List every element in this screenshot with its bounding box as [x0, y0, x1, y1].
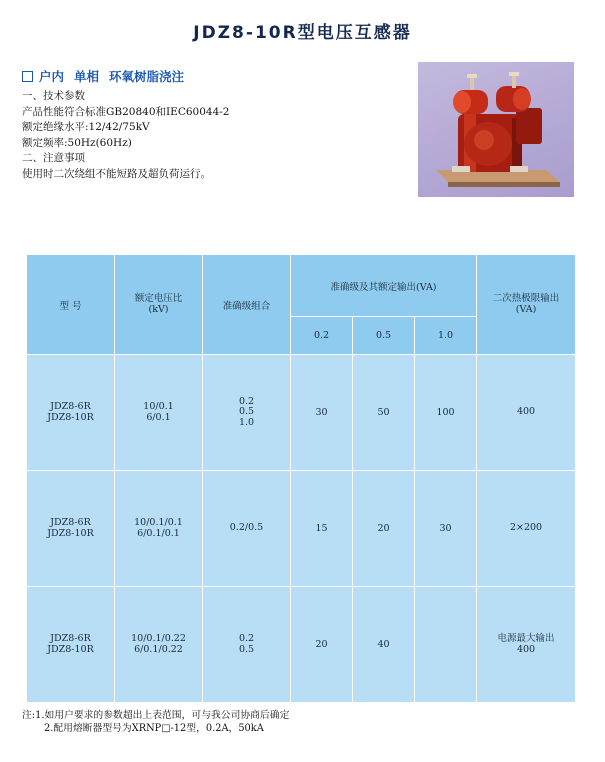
transformer-product-photo — [418, 62, 574, 197]
cell-output-0.5: 20 — [353, 471, 415, 587]
product-subtitle — [22, 67, 184, 85]
footnote-line: 注:1.如用户要求的参数超出上表范围，可与我公司协商后确定 — [22, 710, 290, 721]
cell-thermal: 2×200 — [477, 471, 576, 587]
cell-models: JDZ8-6R JDZ8-10R — [27, 355, 115, 471]
cell-ratio: 10/0.1/0.22 6/0.1/0.22 — [115, 587, 203, 703]
table-row — [27, 355, 576, 471]
subtitle-part: 单相 — [74, 69, 100, 84]
spec-list — [22, 89, 229, 183]
cell-thermal: 电源最大输出 400 — [477, 587, 576, 703]
header-class-0.5: 0.5 — [353, 317, 415, 355]
header-model: 型 号 — [27, 255, 115, 355]
spec-frequency: 额定频率:50Hz(60Hz) — [22, 136, 132, 149]
cell-output-0.5: 40 — [353, 587, 415, 703]
footnote — [22, 710, 289, 735]
cell-ratio: 10/0.1 6/0.1 — [115, 355, 203, 471]
footnote-line: 2.配用熔断器型号为XRNP□-12型，0.2A，50kA — [44, 722, 264, 734]
cell-output-1.0: 30 — [415, 471, 477, 587]
header-accuracy-combo: 准确级组合 — [203, 255, 291, 355]
spec-caution: 使用时二次绕组不能短路及超负荷运行。 — [22, 167, 211, 180]
cell-output-1.0: 100 — [415, 355, 477, 471]
transformer-photo — [418, 62, 574, 197]
table-row — [27, 587, 576, 703]
subtitle-part: 户内 — [39, 69, 65, 84]
cell-accuracy: 0.2 0.5 1.0 — [203, 355, 291, 471]
spec-table — [26, 254, 575, 702]
cell-output-0.2: 15 — [291, 471, 353, 587]
header-rated-output: 准确级及其额定输出(VA) — [291, 255, 477, 317]
header-class-1.0: 1.0 — [415, 317, 477, 355]
header-class-0.2: 0.2 — [291, 317, 353, 355]
cell-output-1.0 — [415, 587, 477, 703]
spec-section-heading: 二、注意事项 — [22, 152, 85, 165]
spec-insulation: 额定绝缘水平:12/42/75kV — [22, 121, 150, 134]
cell-thermal: 400 — [477, 355, 576, 471]
spec-standard: 产品性能符合标准GB20840和IEC60044-2 — [22, 105, 230, 118]
cell-accuracy: 0.2 0.5 — [203, 587, 291, 703]
header-voltage-ratio: 额定电压比 (kV) — [115, 255, 203, 355]
cell-output-0.2: 30 — [291, 355, 353, 471]
cell-output-0.2: 20 — [291, 587, 353, 703]
cell-models: JDZ8-6R JDZ8-10R — [27, 587, 115, 703]
table-row — [27, 471, 576, 587]
spec-section-heading: 一、技术参数 — [22, 90, 85, 102]
cell-output-0.5: 50 — [353, 355, 415, 471]
header-thermal-output: 二次热极限输出 (VA) — [477, 255, 576, 355]
cell-ratio: 10/0.1/0.1 6/0.1/0.1 — [115, 471, 203, 587]
subtitle-part: 环氧树脂浇注 — [109, 69, 185, 84]
page-title: JDZ8-10R型电压互感器 — [193, 23, 412, 43]
cell-accuracy: 0.2/0.5 — [203, 471, 291, 587]
cell-models: JDZ8-6R JDZ8-10R — [27, 471, 115, 587]
checkbox-square-icon — [22, 71, 33, 82]
